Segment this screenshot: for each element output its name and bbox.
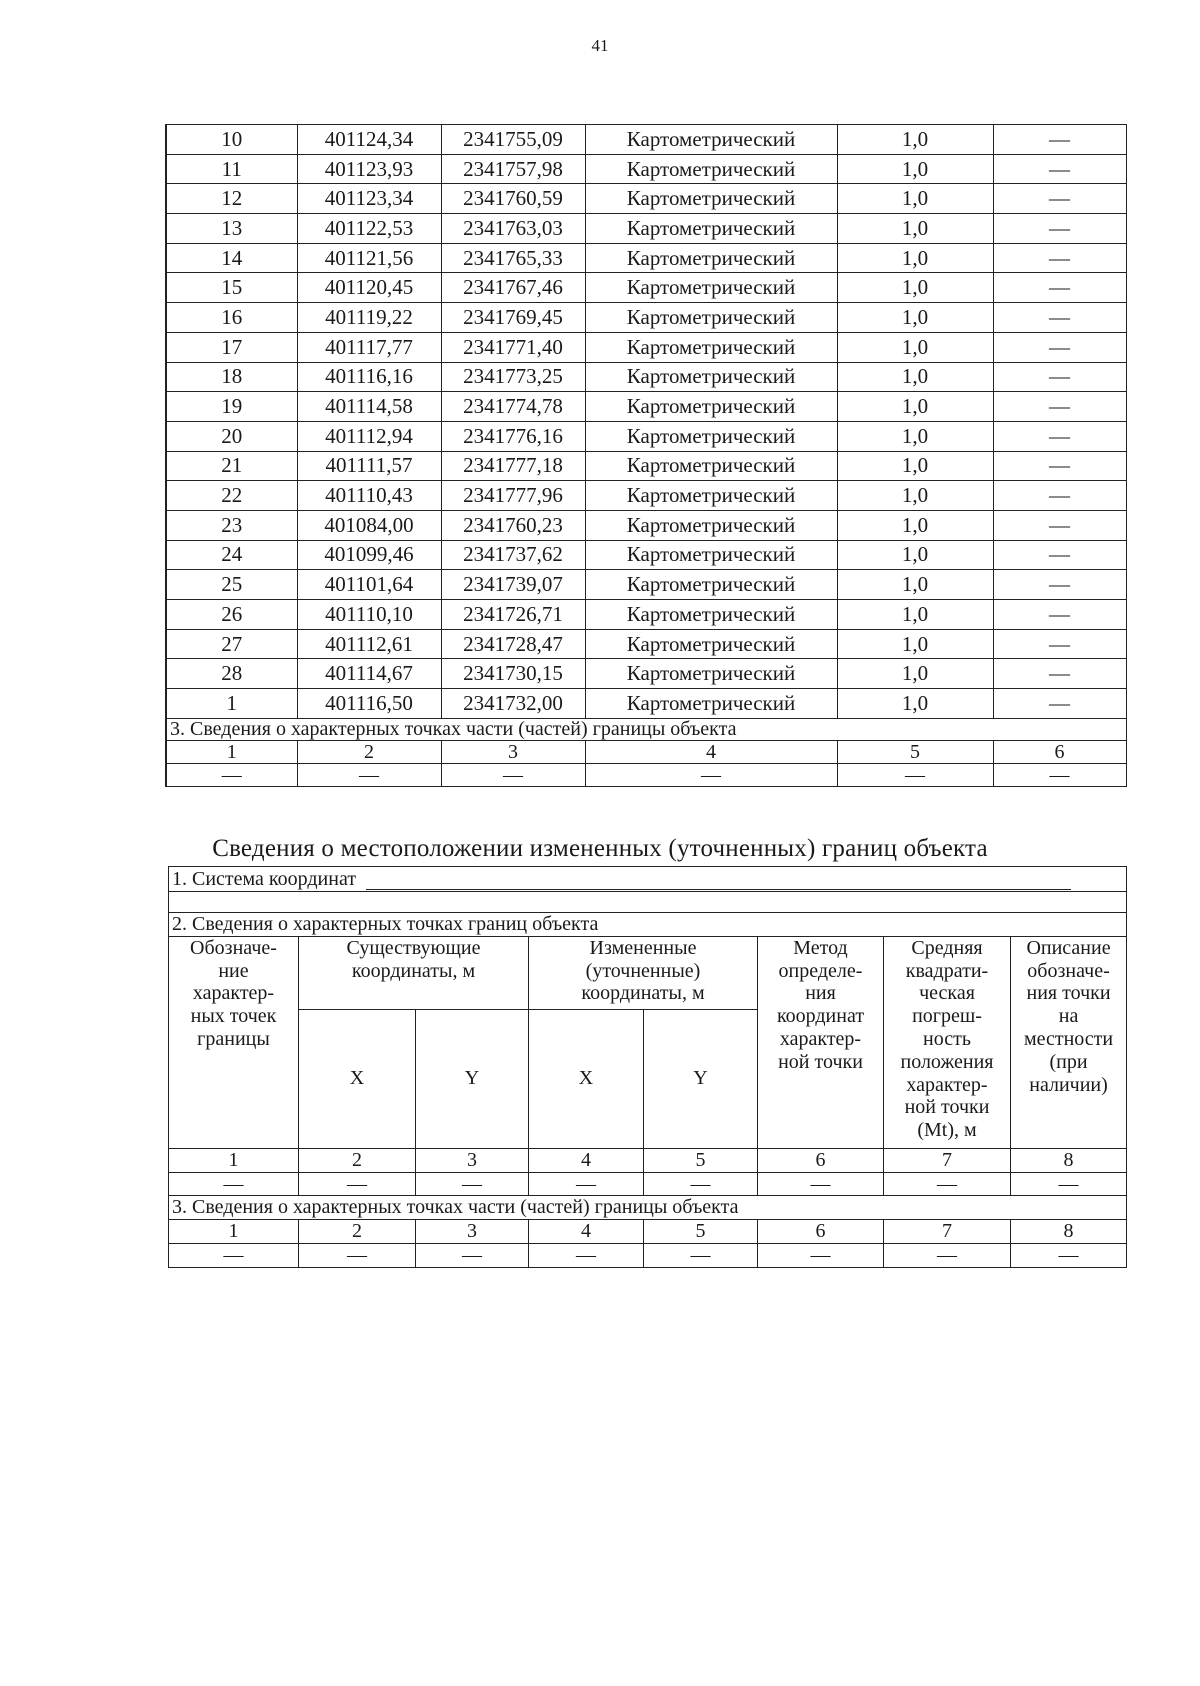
cell-x-coordinate: 401112,94 xyxy=(297,421,441,451)
cell-x-coordinate: 401114,58 xyxy=(297,392,441,422)
cell-description: — xyxy=(993,332,1126,362)
cell-point-number: 27 xyxy=(166,629,297,659)
column-number: 1 xyxy=(169,1148,299,1172)
table-row xyxy=(166,125,1126,155)
cell-x-coordinate: 401101,64 xyxy=(297,570,441,600)
header-line: характер- xyxy=(192,982,275,1005)
cell-y-coordinate: 2341763,03 xyxy=(441,214,585,244)
cell-method: Картометрический xyxy=(585,421,837,451)
table-row xyxy=(166,451,1126,481)
cell-y-coordinate: 2341739,07 xyxy=(441,570,585,600)
cell-x-coordinate: 401123,93 xyxy=(297,154,441,184)
cell-x-coordinate: 401119,22 xyxy=(297,303,441,333)
header-line: координаты, м xyxy=(581,982,705,1005)
section3-empty-row xyxy=(166,763,1126,786)
header-line: границы xyxy=(197,1027,270,1050)
header-line: обозначе- xyxy=(1027,959,1110,982)
cell-mean-error: 1,0 xyxy=(837,659,993,689)
cell-method: Картометрический xyxy=(585,510,837,540)
section3-title-row xyxy=(169,1196,1127,1220)
column-number: 5 xyxy=(644,1148,758,1172)
cell-point-number: 11 xyxy=(166,154,297,184)
cell-mean-error: 1,0 xyxy=(837,629,993,659)
cell-method: Картометрический xyxy=(585,303,837,333)
table-row xyxy=(166,510,1126,540)
cell-x-coordinate: 401084,00 xyxy=(297,510,441,540)
cell-y-coordinate: 2341732,00 xyxy=(441,689,585,719)
column-number: 7 xyxy=(884,1220,1011,1244)
cell-description: — xyxy=(993,184,1126,214)
section3-numbers-row xyxy=(169,1220,1127,1244)
cell-y-coordinate: 2341728,47 xyxy=(441,629,585,659)
column-number: 3 xyxy=(441,740,585,763)
section3-title: 3. Сведения о характерных точках части (частей) границы объекта xyxy=(166,718,1126,740)
header-lines xyxy=(169,937,298,1051)
section3-numbers-row xyxy=(166,740,1126,763)
section2-title-row xyxy=(169,913,1127,937)
table-row xyxy=(166,421,1126,451)
empty-cell: — xyxy=(416,1172,529,1196)
cell-description: — xyxy=(993,154,1126,184)
cell-method: Картометрический xyxy=(585,362,837,392)
cell-y-coordinate: 2341777,96 xyxy=(441,481,585,511)
header-line: (при xyxy=(1049,1050,1088,1073)
cell-x-coordinate: 401123,34 xyxy=(297,184,441,214)
cell-method: Картометрический xyxy=(585,481,837,511)
header-line: Метод xyxy=(793,936,848,959)
cell-method: Картометрический xyxy=(585,214,837,244)
cell-method: Картометрический xyxy=(585,600,837,630)
table-row xyxy=(166,540,1126,570)
header-point-designation xyxy=(169,936,299,1148)
cell-point-number: 14 xyxy=(166,243,297,273)
coordinate-system-label: 1. Система координат xyxy=(172,867,357,890)
cell-point-number: 28 xyxy=(166,659,297,689)
column-number: 3 xyxy=(416,1220,529,1244)
cell-description: — xyxy=(993,392,1126,422)
cell-method: Картометрический xyxy=(585,392,837,422)
cell-point-number: 23 xyxy=(166,510,297,540)
cell-x-coordinate: 401120,45 xyxy=(297,273,441,303)
cell-description: — xyxy=(993,421,1126,451)
cell-method: Картометрический xyxy=(585,451,837,481)
cell-point-number: 17 xyxy=(166,332,297,362)
header-line: Обозначе- xyxy=(190,936,277,959)
header-description xyxy=(1011,936,1127,1148)
blank-row xyxy=(169,892,1127,913)
table-row xyxy=(166,392,1126,422)
cell-mean-error: 1,0 xyxy=(837,362,993,392)
cell-y-coordinate: 2341760,59 xyxy=(441,184,585,214)
header-line: (уточненные) xyxy=(585,959,701,982)
empty-cell: — xyxy=(644,1243,758,1267)
cell-mean-error: 1,0 xyxy=(837,481,993,511)
empty-cell: — xyxy=(529,1172,644,1196)
header-line: Существующие xyxy=(346,936,481,959)
cell-description: — xyxy=(993,481,1126,511)
table-row xyxy=(166,184,1126,214)
cell-x-coordinate: 401116,16 xyxy=(297,362,441,392)
header-line: на xyxy=(1058,1005,1079,1028)
cell-method: Картометрический xyxy=(585,629,837,659)
column-number: 5 xyxy=(644,1220,758,1244)
column-number: 4 xyxy=(529,1148,644,1172)
cell-mean-error: 1,0 xyxy=(837,510,993,540)
table-row xyxy=(166,273,1126,303)
empty-cell: — xyxy=(758,1172,884,1196)
header-line: погреш- xyxy=(912,1005,982,1028)
cell-y-coordinate: 2341776,16 xyxy=(441,421,585,451)
header-line: определе- xyxy=(778,959,863,982)
empty-cell: — xyxy=(166,763,297,786)
cell-x-coordinate: 401114,67 xyxy=(297,659,441,689)
cell-y-coordinate: 2341730,15 xyxy=(441,659,585,689)
header-changed-coordinates xyxy=(529,936,758,1009)
changed-boundaries-table xyxy=(168,866,1127,1268)
header-mean-error xyxy=(884,936,1011,1148)
header-line: ние xyxy=(218,959,249,982)
cell-y-coordinate: 2341760,23 xyxy=(441,510,585,540)
table-row xyxy=(166,362,1126,392)
cell-description: — xyxy=(993,303,1126,333)
table-row xyxy=(166,481,1126,511)
cell-description: — xyxy=(993,510,1126,540)
column-number: 8 xyxy=(1011,1148,1127,1172)
cell-y-coordinate: 2341774,78 xyxy=(441,392,585,422)
empty-cell: — xyxy=(758,1243,884,1267)
cell-point-number: 25 xyxy=(166,570,297,600)
header-existing-x: X xyxy=(299,1009,416,1148)
header-lines xyxy=(299,937,528,983)
empty-data-row xyxy=(169,1172,1127,1196)
column-number: 5 xyxy=(837,740,993,763)
cell-description: — xyxy=(993,540,1126,570)
column-number: 6 xyxy=(758,1148,884,1172)
section3-title-row xyxy=(166,718,1126,740)
cell-y-coordinate: 2341755,09 xyxy=(441,125,585,155)
empty-cell: — xyxy=(299,1172,416,1196)
column-number: 7 xyxy=(884,1148,1011,1172)
header-line: характер- xyxy=(779,1027,862,1050)
cell-method: Картометрический xyxy=(585,540,837,570)
empty-cell: — xyxy=(299,1243,416,1267)
column-number: 6 xyxy=(993,740,1126,763)
table-row xyxy=(166,659,1126,689)
cell-method: Картометрический xyxy=(585,570,837,600)
header-changed-y: Y xyxy=(644,1009,758,1148)
cell-description: — xyxy=(993,570,1126,600)
cell-mean-error: 1,0 xyxy=(837,184,993,214)
cell-x-coordinate: 401112,61 xyxy=(297,629,441,659)
cell-x-coordinate: 401124,34 xyxy=(297,125,441,155)
header-lines xyxy=(529,937,757,1005)
cell-description: — xyxy=(993,362,1126,392)
column-number: 6 xyxy=(758,1220,884,1244)
section3-title: 3. Сведения о характерных точках части (частей) границы объекта xyxy=(169,1196,1127,1220)
cell-y-coordinate: 2341767,46 xyxy=(441,273,585,303)
empty-cell: — xyxy=(297,763,441,786)
cell-point-number: 10 xyxy=(166,125,297,155)
cell-description: — xyxy=(993,451,1126,481)
header-line: ность xyxy=(923,1027,971,1050)
cell-y-coordinate: 2341757,98 xyxy=(441,154,585,184)
section3-empty-row xyxy=(169,1243,1127,1267)
cell-description: — xyxy=(993,214,1126,244)
column-number: 3 xyxy=(416,1148,529,1172)
cell-x-coordinate: 401111,57 xyxy=(297,451,441,481)
header-line: координаты, м xyxy=(351,959,476,982)
cell-mean-error: 1,0 xyxy=(837,125,993,155)
cell-x-coordinate: 401099,46 xyxy=(297,540,441,570)
table-row xyxy=(166,214,1126,244)
empty-cell: — xyxy=(884,1172,1011,1196)
empty-cell: — xyxy=(416,1243,529,1267)
cell-method: Картометрический xyxy=(585,273,837,303)
header-method xyxy=(758,936,884,1148)
header-lines xyxy=(1011,937,1126,1097)
cell-point-number: 13 xyxy=(166,214,297,244)
header-lines xyxy=(884,937,1010,1142)
cell-point-number: 16 xyxy=(166,303,297,333)
cell-method: Картометрический xyxy=(585,243,837,273)
coordinate-system-value-line xyxy=(366,873,1071,890)
cell-point-number: 21 xyxy=(166,451,297,481)
cell-mean-error: 1,0 xyxy=(837,570,993,600)
cell-method: Картометрический xyxy=(585,125,837,155)
page-number: 41 xyxy=(591,36,609,55)
cell-point-number: 22 xyxy=(166,481,297,511)
section2-title: 2. Сведения о характерных точках границ объекта xyxy=(169,913,1127,937)
column-numbers-row xyxy=(169,1148,1127,1172)
cell-mean-error: 1,0 xyxy=(837,214,993,244)
empty-cell: — xyxy=(585,763,837,786)
empty-cell: — xyxy=(644,1172,758,1196)
table-row xyxy=(166,243,1126,273)
cell-x-coordinate: 401116,50 xyxy=(297,689,441,719)
header-row-top xyxy=(169,936,1127,1009)
column-number: 4 xyxy=(529,1220,644,1244)
header-existing-coordinates xyxy=(299,936,529,1009)
header-line: ной точки xyxy=(778,1050,863,1073)
cell-mean-error: 1,0 xyxy=(837,392,993,422)
cell-mean-error: 1,0 xyxy=(837,332,993,362)
header-line: ния xyxy=(805,982,836,1005)
header-line: ных точек xyxy=(190,1005,277,1028)
header-line: Описание xyxy=(1026,936,1111,959)
cell-mean-error: 1,0 xyxy=(837,451,993,481)
column-number: 8 xyxy=(1011,1220,1127,1244)
table-row xyxy=(166,570,1126,600)
header-line: Средняя xyxy=(911,936,983,959)
header-line: характер- xyxy=(906,1073,988,1096)
table-row xyxy=(166,154,1126,184)
header-lines xyxy=(758,937,883,1074)
cell-x-coordinate: 401121,56 xyxy=(297,243,441,273)
column-number: 1 xyxy=(169,1220,299,1244)
empty-cell: — xyxy=(441,763,585,786)
cell-point-number: 12 xyxy=(166,184,297,214)
column-number: 2 xyxy=(299,1148,416,1172)
cell-mean-error: 1,0 xyxy=(837,421,993,451)
cell-y-coordinate: 2341765,33 xyxy=(441,243,585,273)
cell-y-coordinate: 2341737,62 xyxy=(441,540,585,570)
cell-y-coordinate: 2341773,25 xyxy=(441,362,585,392)
table-row xyxy=(166,303,1126,333)
section-heading: Сведения о местоположении измененных (уточненных) границ объекта xyxy=(212,835,988,862)
cell-mean-error: 1,0 xyxy=(837,540,993,570)
cell-x-coordinate: 401117,77 xyxy=(297,332,441,362)
column-number: 1 xyxy=(166,740,297,763)
cell-y-coordinate: 2341777,18 xyxy=(441,451,585,481)
empty-cell: — xyxy=(993,763,1126,786)
coordinates-table xyxy=(165,124,1127,787)
empty-cell: — xyxy=(884,1243,1011,1267)
cell-description: — xyxy=(993,659,1126,689)
cell-x-coordinate: 401122,53 xyxy=(297,214,441,244)
cell-point-number: 1 xyxy=(166,689,297,719)
cell-y-coordinate: 2341769,45 xyxy=(441,303,585,333)
header-line: положения xyxy=(900,1050,994,1073)
table-row xyxy=(166,600,1126,630)
cell-method: Картометрический xyxy=(585,332,837,362)
empty-cell: — xyxy=(169,1243,299,1267)
cell-method: Картометрический xyxy=(585,689,837,719)
cell-mean-error: 1,0 xyxy=(837,600,993,630)
empty-cell: — xyxy=(1011,1172,1127,1196)
cell-description: — xyxy=(993,243,1126,273)
cell-description: — xyxy=(993,273,1126,303)
empty-cell: — xyxy=(529,1243,644,1267)
cell-y-coordinate: 2341771,40 xyxy=(441,332,585,362)
table-row xyxy=(166,689,1126,719)
cell-x-coordinate: 401110,43 xyxy=(297,481,441,511)
cell-method: Картометрический xyxy=(585,184,837,214)
empty-cell: — xyxy=(169,1172,299,1196)
column-number: 2 xyxy=(297,740,441,763)
table-row xyxy=(166,629,1126,659)
cell-point-number: 19 xyxy=(166,392,297,422)
header-line: (Mt), м xyxy=(917,1119,977,1142)
header-changed-x: X xyxy=(529,1009,644,1148)
header-existing-y: Y xyxy=(416,1009,529,1148)
cell-mean-error: 1,0 xyxy=(837,273,993,303)
column-number: 4 xyxy=(585,740,837,763)
coordinate-system-row xyxy=(169,867,1127,892)
header-line: Измененные xyxy=(589,936,697,959)
table-row xyxy=(166,332,1126,362)
cell-mean-error: 1,0 xyxy=(837,154,993,184)
cell-description: — xyxy=(993,125,1126,155)
cell-description: — xyxy=(993,629,1126,659)
cell-mean-error: 1,0 xyxy=(837,243,993,273)
cell-method: Картометрический xyxy=(585,154,837,184)
cell-mean-error: 1,0 xyxy=(837,689,993,719)
cell-description: — xyxy=(993,689,1126,719)
cell-point-number: 20 xyxy=(166,421,297,451)
cell-x-coordinate: 401110,10 xyxy=(297,600,441,630)
cell-point-number: 26 xyxy=(166,600,297,630)
header-line: квадрати- xyxy=(905,959,989,982)
header-line: ния точки xyxy=(1026,982,1111,1005)
header-line: ной точки xyxy=(904,1096,990,1119)
cell-point-number: 18 xyxy=(166,362,297,392)
header-line: наличии) xyxy=(1029,1073,1108,1096)
empty-cell: — xyxy=(1011,1243,1127,1267)
cell-point-number: 15 xyxy=(166,273,297,303)
cell-mean-error: 1,0 xyxy=(837,303,993,333)
cell-y-coordinate: 2341726,71 xyxy=(441,600,585,630)
column-number: 2 xyxy=(299,1220,416,1244)
empty-cell: — xyxy=(837,763,993,786)
header-line: местности xyxy=(1023,1027,1114,1050)
header-line: ческая xyxy=(919,982,975,1005)
header-line: координат xyxy=(776,1005,865,1028)
cell-point-number: 24 xyxy=(166,540,297,570)
cell-method: Картометрический xyxy=(585,659,837,689)
cell-description: — xyxy=(993,600,1126,630)
